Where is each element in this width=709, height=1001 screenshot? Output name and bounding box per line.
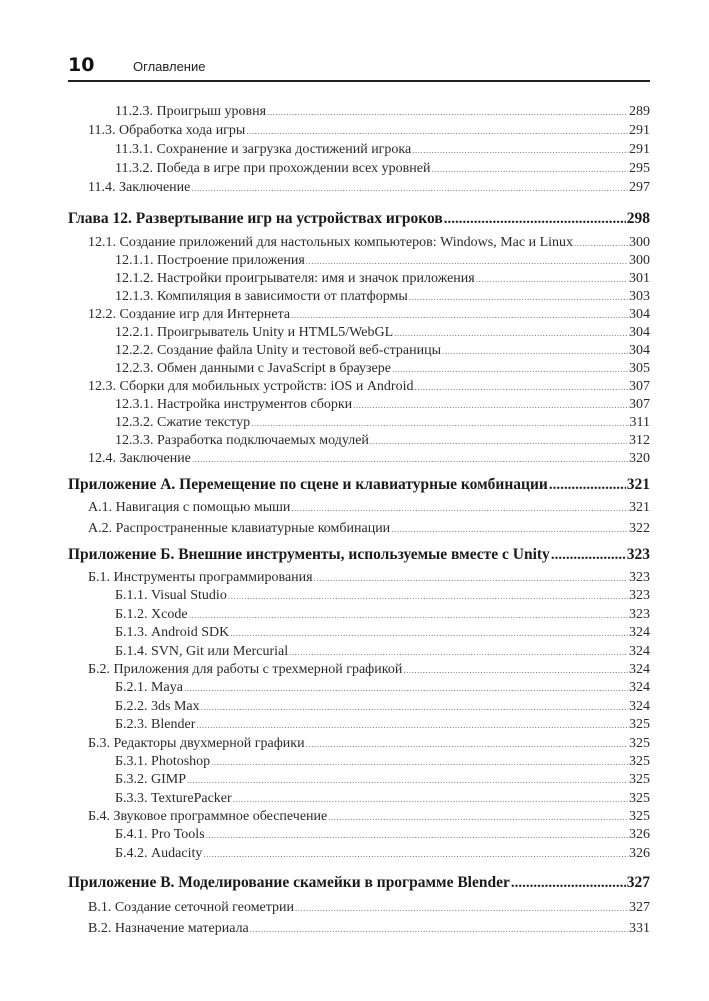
entry-page: 327 bbox=[629, 900, 650, 916]
toc-entry[interactable] bbox=[68, 288, 650, 306]
toc-entry[interactable] bbox=[68, 252, 650, 270]
dot-leader bbox=[511, 873, 626, 893]
toc-entry[interactable] bbox=[68, 342, 650, 360]
entry-title: 11.3. Обработка хода игры bbox=[88, 123, 246, 138]
toc-entry[interactable] bbox=[68, 140, 650, 159]
dot-leader bbox=[289, 643, 628, 661]
entry-title: 12.3.1. Настройка инструментов сборки bbox=[115, 397, 353, 412]
entry-page: 312 bbox=[629, 433, 650, 448]
entry-title: 11.3.1. Сохранение и загрузка достижений игрока bbox=[115, 142, 412, 157]
dot-leader bbox=[267, 103, 628, 122]
entry-title: 12.2.1. Проигрыватель Unity и HTML5/WebGL bbox=[115, 325, 394, 340]
dot-leader bbox=[394, 324, 628, 342]
toc-entry[interactable] bbox=[68, 396, 650, 414]
entry-page: 321 bbox=[629, 500, 650, 515]
entry-title: 12.2.3. Обмен данными с JavaScript в браузере bbox=[115, 361, 391, 376]
entry-title: 12.1.2. Настройки проигрывателя: имя и значок приложения bbox=[115, 271, 475, 286]
toc-entry[interactable] bbox=[68, 270, 650, 288]
toc-entry[interactable] bbox=[68, 918, 650, 939]
entry-title: 12.1.1. Построение приложения bbox=[115, 253, 305, 268]
dot-leader bbox=[203, 845, 628, 863]
entry-page: 297 bbox=[629, 180, 650, 195]
toc-entry[interactable] bbox=[68, 808, 650, 826]
entry-page: 298 bbox=[626, 210, 650, 227]
toc-entry[interactable] bbox=[68, 569, 650, 587]
entry-page: 321 bbox=[626, 476, 650, 493]
dot-leader bbox=[233, 790, 628, 808]
toc-entry[interactable] bbox=[68, 698, 650, 716]
entry-page: 323 bbox=[629, 588, 650, 604]
toc-entry[interactable] bbox=[68, 845, 650, 863]
dot-leader bbox=[191, 179, 628, 198]
dot-leader bbox=[370, 432, 628, 450]
toc-entry[interactable] bbox=[68, 159, 650, 178]
entry-page: 331 bbox=[629, 921, 650, 937]
entry-page: 289 bbox=[629, 104, 650, 119]
entry-page: 295 bbox=[629, 161, 650, 176]
entry-title: Приложение В. Моделирование скамейки в программе Blender bbox=[68, 874, 510, 892]
entry-title: Б.2.1. Maya bbox=[115, 680, 183, 696]
toc-entry[interactable] bbox=[68, 450, 650, 468]
toc-entry[interactable] bbox=[68, 178, 650, 197]
toc-entry[interactable] bbox=[68, 497, 650, 518]
toc-entry[interactable] bbox=[68, 414, 650, 432]
entry-title: 11.2.3. Проигрыш уровня bbox=[115, 104, 267, 119]
dot-leader bbox=[206, 826, 628, 844]
dot-leader bbox=[442, 342, 628, 360]
entry-title: Б.1.2. Xcode bbox=[115, 606, 188, 622]
entry-title: Б.4.2. Audacity bbox=[115, 845, 203, 861]
toc-entry[interactable] bbox=[68, 378, 650, 396]
entry-page: 325 bbox=[629, 717, 650, 733]
entry-title: Б.4. Звуковое программное обеспечение bbox=[88, 809, 328, 825]
dot-leader bbox=[549, 475, 626, 495]
dot-leader bbox=[415, 378, 629, 396]
chapter-heading[interactable] bbox=[68, 475, 650, 495]
entry-title: Б.2.2. 3ds Max bbox=[115, 698, 200, 714]
entry-title: 12.3.2. Сжатие текстур bbox=[115, 415, 251, 430]
toc-entry[interactable] bbox=[68, 771, 650, 789]
toc-entry[interactable] bbox=[68, 432, 650, 450]
entry-page: 324 bbox=[629, 643, 650, 659]
dot-leader bbox=[306, 252, 628, 270]
entry-page: 326 bbox=[629, 845, 650, 861]
entry-title: Б.3.1. Photoshop bbox=[115, 753, 211, 769]
toc-entry[interactable] bbox=[68, 716, 650, 734]
entry-title: 12.2. Создание игр для Интернета bbox=[88, 307, 291, 322]
section-group bbox=[68, 234, 650, 468]
dot-leader bbox=[187, 771, 628, 789]
entry-page: 323 bbox=[629, 570, 650, 585]
toc-entry[interactable] bbox=[68, 897, 650, 918]
entry-title: Б.3.2. GIMP bbox=[115, 772, 187, 788]
dot-leader bbox=[184, 679, 628, 697]
toc-entry[interactable] bbox=[68, 102, 650, 121]
dot-leader bbox=[211, 753, 628, 771]
entry-page: 304 bbox=[629, 325, 650, 340]
entry-page: 325 bbox=[629, 735, 650, 751]
entry-title: 12.4. Заключение bbox=[88, 451, 191, 466]
dot-leader bbox=[314, 569, 628, 587]
entry-page: 304 bbox=[629, 343, 650, 358]
section-group bbox=[68, 497, 650, 539]
entry-page: 326 bbox=[629, 827, 650, 843]
dot-leader bbox=[189, 606, 628, 624]
entry-title: Приложение Б. Внешние инструменты, используемые вместе с Unity bbox=[68, 546, 550, 563]
dot-leader bbox=[201, 698, 628, 716]
entry-title: Б.2.3. Blender bbox=[115, 717, 196, 733]
toc-entry[interactable] bbox=[68, 518, 650, 539]
entry-page: 301 bbox=[629, 271, 650, 286]
entry-title: В.1. Создание сеточной геометрии bbox=[88, 900, 295, 916]
entry-title: А.2. Распространенные клавиатурные комбинации bbox=[88, 521, 391, 536]
toc-entry[interactable] bbox=[68, 606, 650, 624]
section-group bbox=[68, 569, 650, 863]
entry-title: Приложение А. Перемещение по сцене и клавиатурные комбинации bbox=[68, 476, 548, 493]
toc-entry[interactable] bbox=[68, 587, 650, 605]
entry-title: 12.2.2. Создание файла Unity и тестовой веб-страницы bbox=[115, 343, 441, 358]
dot-leader bbox=[444, 209, 626, 229]
chapter-heading[interactable] bbox=[68, 209, 650, 229]
dot-leader bbox=[251, 414, 628, 432]
dot-leader bbox=[250, 919, 628, 940]
dot-leader bbox=[196, 716, 628, 734]
dot-leader bbox=[295, 898, 628, 919]
dot-leader bbox=[246, 122, 628, 141]
entry-title: Б.1. Инструменты программирования bbox=[88, 570, 313, 585]
entry-title: Б.3.3. TexturePacker bbox=[115, 790, 232, 806]
entry-title: Б.3. Редакторы двухмерной графики bbox=[88, 735, 305, 751]
entry-title: 12.3. Сборки для мобильных устройств: iOS и Android bbox=[88, 379, 414, 394]
entry-title: Глава 12. Развертывание игр на устройствах игроков bbox=[68, 210, 443, 227]
dot-leader bbox=[551, 545, 626, 565]
entry-page: 327 bbox=[626, 874, 650, 892]
dot-leader bbox=[353, 396, 628, 414]
chapter-heading[interactable] bbox=[68, 873, 650, 893]
entry-title: 11.4. Заключение bbox=[88, 180, 191, 195]
entry-title: В.2. Назначение материала bbox=[88, 921, 249, 937]
entry-page: 323 bbox=[629, 606, 650, 622]
dot-leader bbox=[574, 234, 628, 252]
dot-leader bbox=[328, 808, 628, 826]
toc-entry[interactable] bbox=[68, 624, 650, 642]
entry-page: 324 bbox=[629, 625, 650, 641]
toc-entry[interactable] bbox=[68, 324, 650, 342]
section-group bbox=[68, 897, 650, 939]
entry-page: 304 bbox=[629, 307, 650, 322]
dot-leader bbox=[228, 587, 628, 605]
entry-page: 324 bbox=[629, 698, 650, 714]
dot-leader bbox=[192, 450, 628, 468]
entry-page: 323 bbox=[626, 546, 650, 563]
chapter-heading[interactable] bbox=[68, 545, 650, 565]
section-group bbox=[68, 102, 650, 197]
entry-page: 300 bbox=[629, 253, 650, 268]
entry-page: 324 bbox=[629, 680, 650, 696]
toc-entry[interactable] bbox=[68, 826, 650, 844]
page-number: 10 bbox=[68, 54, 95, 76]
dot-leader bbox=[392, 360, 628, 378]
entry-title: 12.1.3. Компиляция в зависимости от платформы bbox=[115, 289, 408, 304]
entry-title: 12.1. Создание приложений для настольных компьютеров: Windows, Mac и Linux bbox=[88, 235, 574, 250]
dot-leader bbox=[230, 624, 628, 642]
entry-page: 307 bbox=[629, 397, 650, 412]
toc-entry[interactable] bbox=[68, 735, 650, 753]
toc-entry[interactable] bbox=[68, 679, 650, 697]
entry-page: 324 bbox=[629, 661, 650, 677]
entry-title: 12.3.3. Разработка подключаемых модулей bbox=[115, 433, 369, 448]
entry-page: 303 bbox=[629, 289, 650, 304]
entry-page: 325 bbox=[629, 772, 650, 788]
entry-page: 311 bbox=[629, 415, 650, 430]
entry-page: 322 bbox=[629, 521, 650, 536]
entry-title: 11.3.2. Победа в игре при прохождении всех уровней bbox=[115, 161, 431, 176]
entry-title: Б.1.4. SVN, Git или Mercurial bbox=[115, 643, 289, 659]
table-of-contents bbox=[68, 102, 650, 939]
entry-page: 305 bbox=[629, 361, 650, 376]
entry-page: 291 bbox=[629, 142, 650, 157]
dot-leader bbox=[431, 160, 628, 179]
dot-leader bbox=[412, 141, 628, 160]
toc-entry[interactable] bbox=[68, 306, 650, 324]
dot-leader bbox=[291, 498, 628, 519]
entry-page: 325 bbox=[629, 809, 650, 825]
entry-title: А.1. Навигация с помощью мыши bbox=[88, 500, 291, 515]
entry-title: Б.4.1. Pro Tools bbox=[115, 827, 205, 843]
entry-title: Б.1.3. Android SDK bbox=[115, 625, 230, 641]
running-header bbox=[68, 52, 650, 82]
entry-title: Б.1.1. Visual Studio bbox=[115, 588, 227, 604]
toc-entry[interactable] bbox=[68, 121, 650, 140]
dot-leader bbox=[403, 661, 628, 679]
entry-page: 300 bbox=[629, 235, 650, 250]
dot-leader bbox=[291, 306, 628, 324]
toc-entry[interactable] bbox=[68, 360, 650, 378]
entry-page: 307 bbox=[629, 379, 650, 394]
entry-page: 291 bbox=[629, 123, 650, 138]
entry-page: 325 bbox=[629, 753, 650, 769]
dot-leader bbox=[409, 288, 628, 306]
toc-entry[interactable] bbox=[68, 234, 650, 252]
dot-leader bbox=[391, 519, 628, 540]
toc-entry[interactable] bbox=[68, 753, 650, 771]
toc-entry[interactable] bbox=[68, 661, 650, 679]
toc-entry[interactable] bbox=[68, 643, 650, 661]
entry-title: Б.2. Приложения для работы с трехмерной графикой bbox=[88, 661, 403, 677]
entry-page: 325 bbox=[629, 790, 650, 806]
dot-leader bbox=[306, 735, 628, 753]
dot-leader bbox=[476, 270, 628, 288]
toc-entry[interactable] bbox=[68, 790, 650, 808]
running-title: Оглавление bbox=[133, 59, 206, 74]
entry-page: 320 bbox=[629, 451, 650, 466]
